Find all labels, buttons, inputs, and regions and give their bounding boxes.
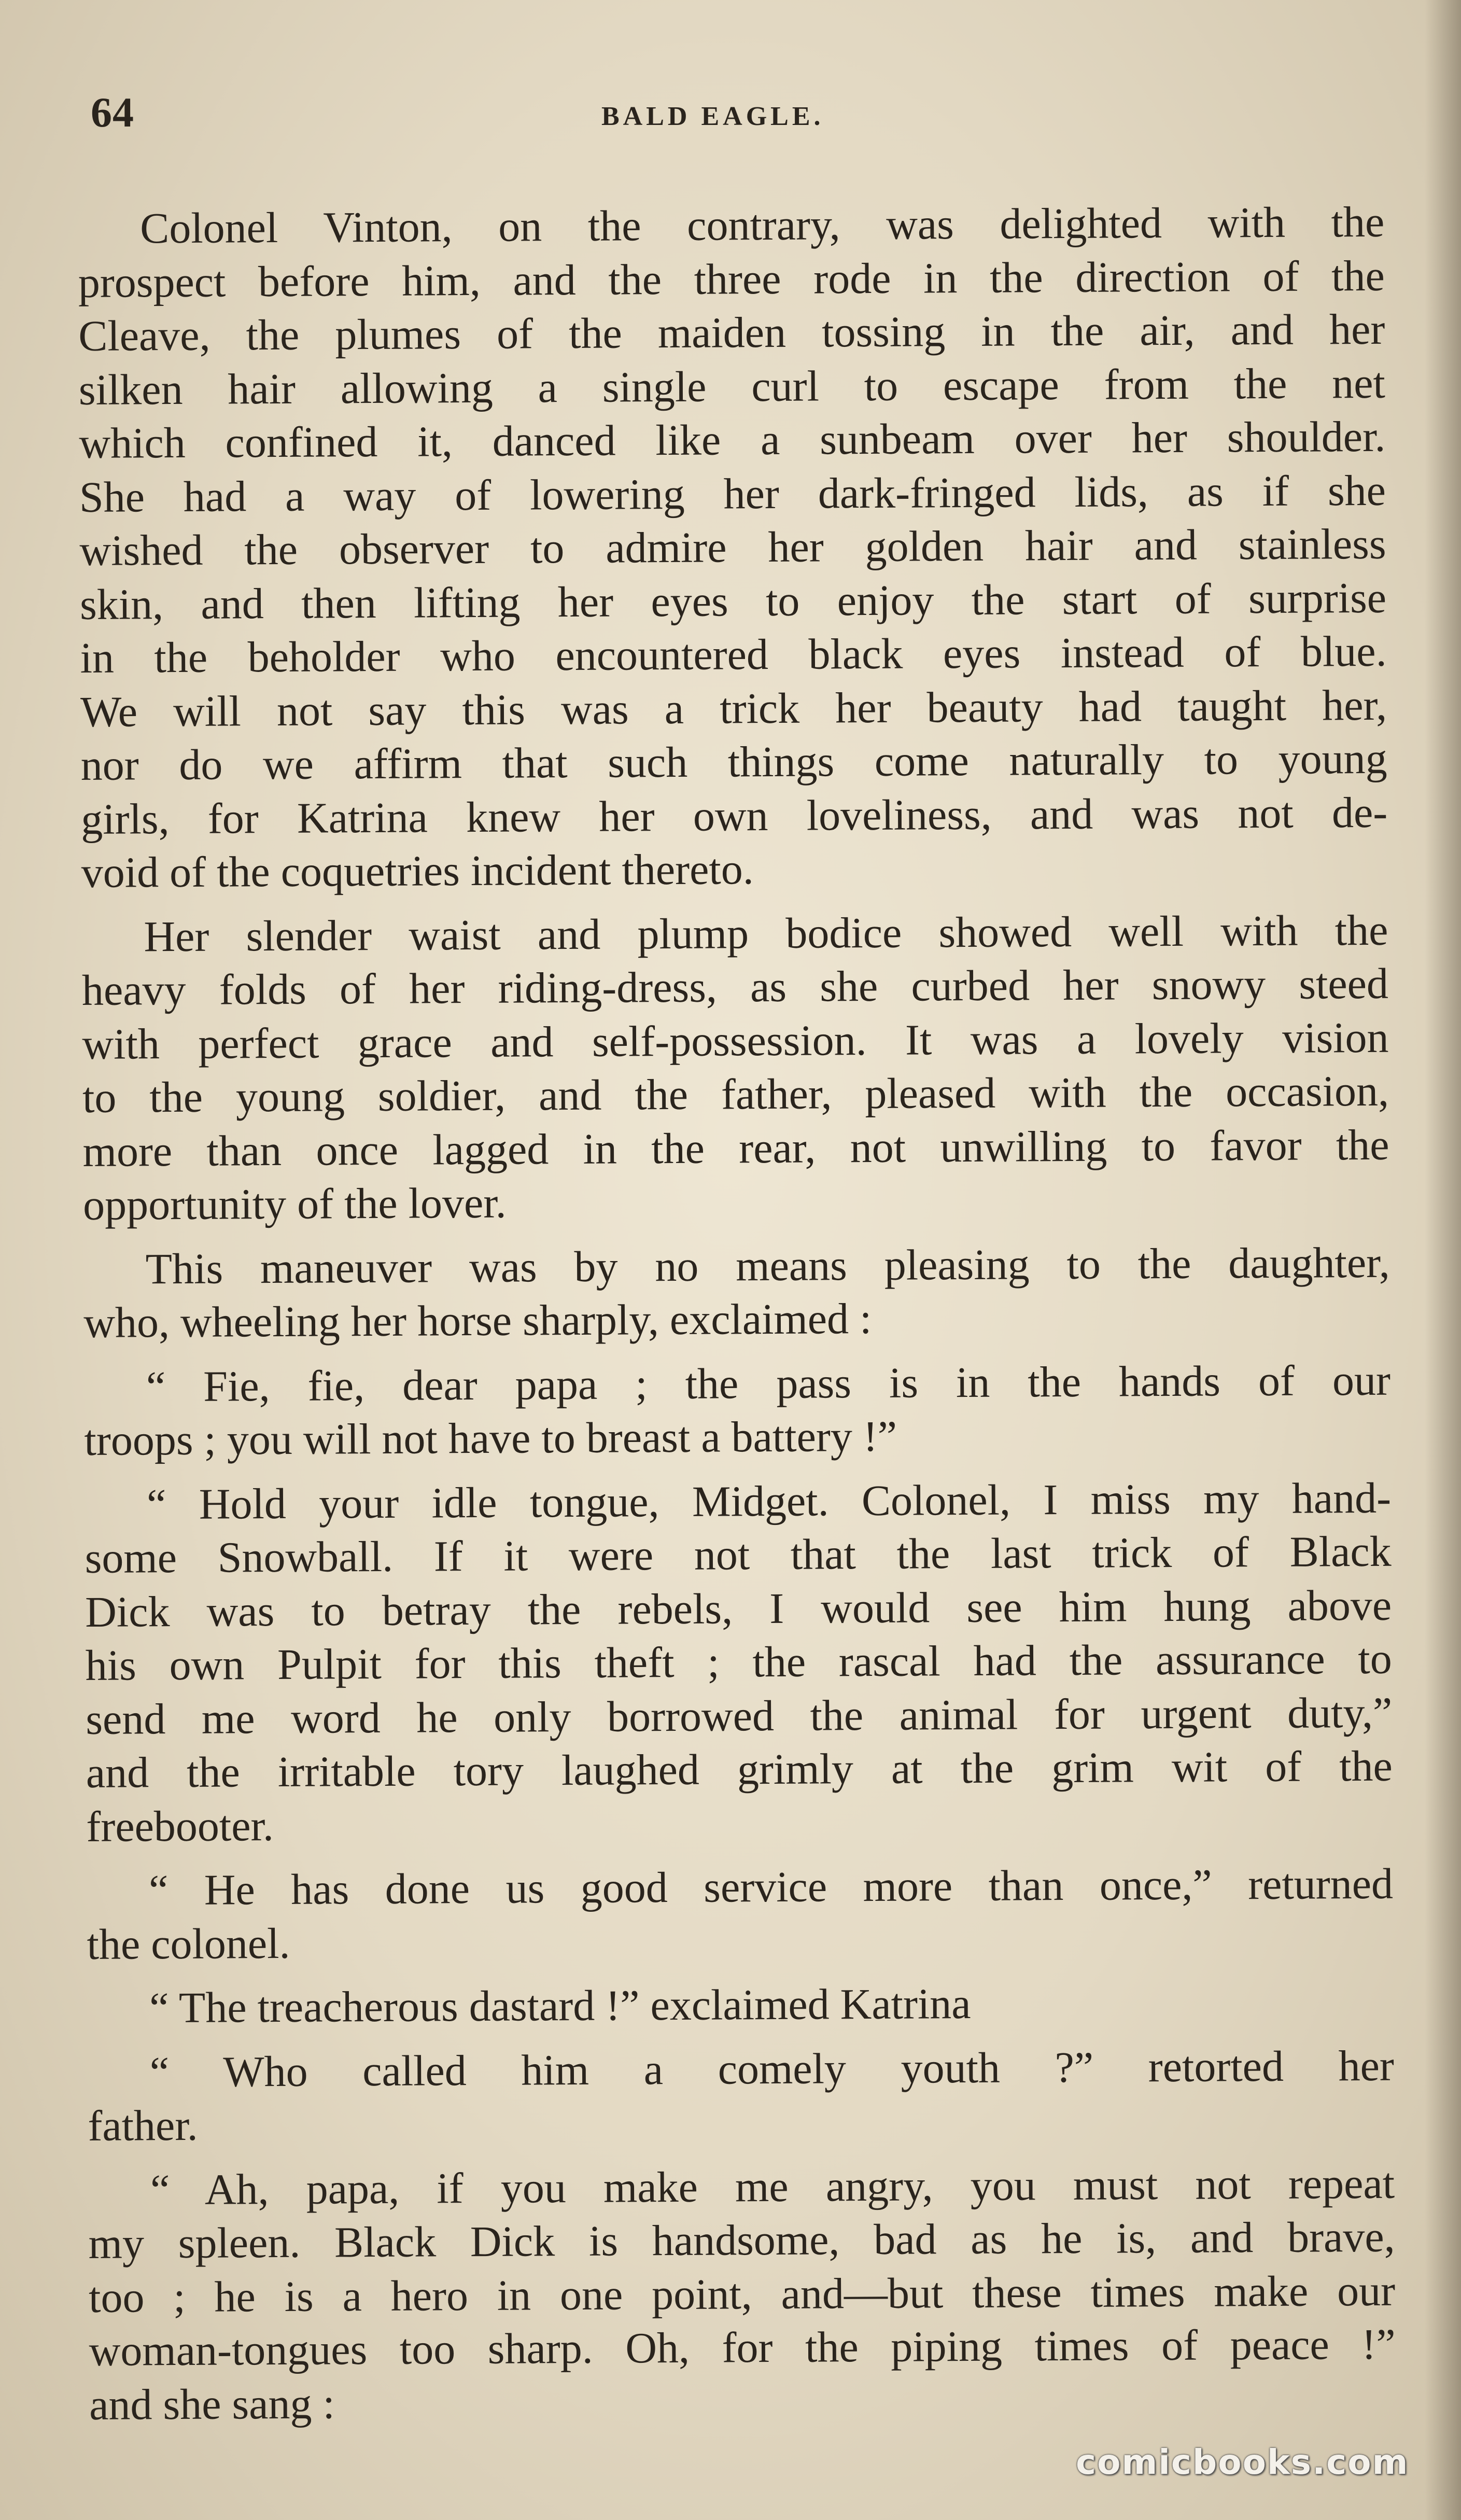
text-line: prospect before him, and the three rode in the direction of the (78, 251, 1385, 307)
text-line: which confined it, danced like a sunbeam over her shoulder. (79, 412, 1386, 468)
text-line: his own Pulpit for this theft ; the rascal had the assurance to (85, 1634, 1392, 1690)
text-line: Colonel Vinton, on the contrary, was delighted with the (140, 198, 1385, 253)
text-line: opportunity of the lover. (82, 1179, 507, 1229)
text-line: with perfect grace and self-possession. It was a lovely vision (82, 1013, 1389, 1069)
text-line: troops ; you will not have to breast a battery !” (84, 1412, 897, 1465)
text-line: woman-tongues too sharp. Oh, for the piping times of peace !” (89, 2320, 1396, 2375)
text-line: void of the coquetries incident thereto. (81, 845, 754, 897)
text-line: Dick was to betray the rebels, I would see him hung above (85, 1581, 1392, 1636)
text-line: Her slender waist and plump bodice showed well with the (144, 906, 1388, 961)
text-line: “ He has done us good service more than once,” returned (148, 1859, 1394, 1915)
text-line: wished the observer to admire her golden hair and stainless (79, 520, 1386, 575)
text-line: She had a way of lowering her dark-fringed lids, as if she (79, 466, 1386, 522)
text-line: send me word he only borrowed the animal for urgent duty,” (86, 1688, 1393, 1744)
text-line: “ Fie, fie, dear papa ; the pass is in the hands of our (146, 1356, 1391, 1411)
text-line: and the irritable tory laughed grimly at the grim wit of the (86, 1742, 1393, 1797)
text-line: in the beholder who encountered black eyes instead of blue. (80, 627, 1387, 682)
text-line: This maneuver was by no means pleasing to the daughter, (145, 1238, 1390, 1293)
body-text (78, 195, 1396, 2432)
text-line: to the young soldier, and the father, pleased with the occasion, (82, 1067, 1389, 1122)
text-line: “ The treacherous dastard !” exclaimed Katrina (149, 1980, 971, 2033)
text-line: who, wheeling her horse sharply, exclaimed : (83, 1295, 872, 1347)
watermark: comicbooks.com (1076, 2442, 1409, 2482)
text-line: We will not say this was a trick her beauty had taught her, (80, 681, 1387, 736)
text-line: more than once lagged in the rear, not unwilling to favor the (82, 1121, 1389, 1176)
page-gutter-shadow (1425, 0, 1461, 2520)
text-line: some Snowball. If it were not that the last trick of Black (85, 1527, 1392, 1583)
text-line: Cleave, the plumes of the maiden tossing in the air, and her (78, 305, 1385, 360)
text-line: father. (88, 2101, 198, 2150)
text-line: and she sang : (89, 2379, 335, 2429)
text-line: my spleen. Black Dick is handsome, bad as he is, and brave, (88, 2213, 1395, 2268)
text-line: the colonel. (87, 1919, 290, 1969)
text-line: “ Ah, papa, if you make me angry, you must not repeat (150, 2159, 1395, 2214)
text-line: “ Who called him a comely youth ?” retorted her (149, 2041, 1395, 2096)
text-line: nor do we affirm that such things come naturally to young (80, 734, 1387, 790)
text-line: heavy folds of her riding-dress, as she curbed her snowy steed (81, 959, 1389, 1015)
text-line: “ Hold your idle tongue, Midget. Colonel, I miss my hand- (146, 1474, 1392, 1529)
text-line: girls, for Katrina knew her own loveliness, and was not de- (80, 788, 1388, 844)
text-line: freebooter. (86, 1801, 274, 1851)
text-line: silken hair allowing a single curl to escape from the net (78, 359, 1386, 414)
text-line: too ; he is a hero in one point, and—but these times make our (88, 2266, 1396, 2322)
running-head: BALD EAGLE. (601, 102, 824, 131)
text-line: skin, and then lifting her eyes to enjoy the start of surprise (79, 573, 1387, 629)
page-number: 64 (91, 89, 134, 136)
